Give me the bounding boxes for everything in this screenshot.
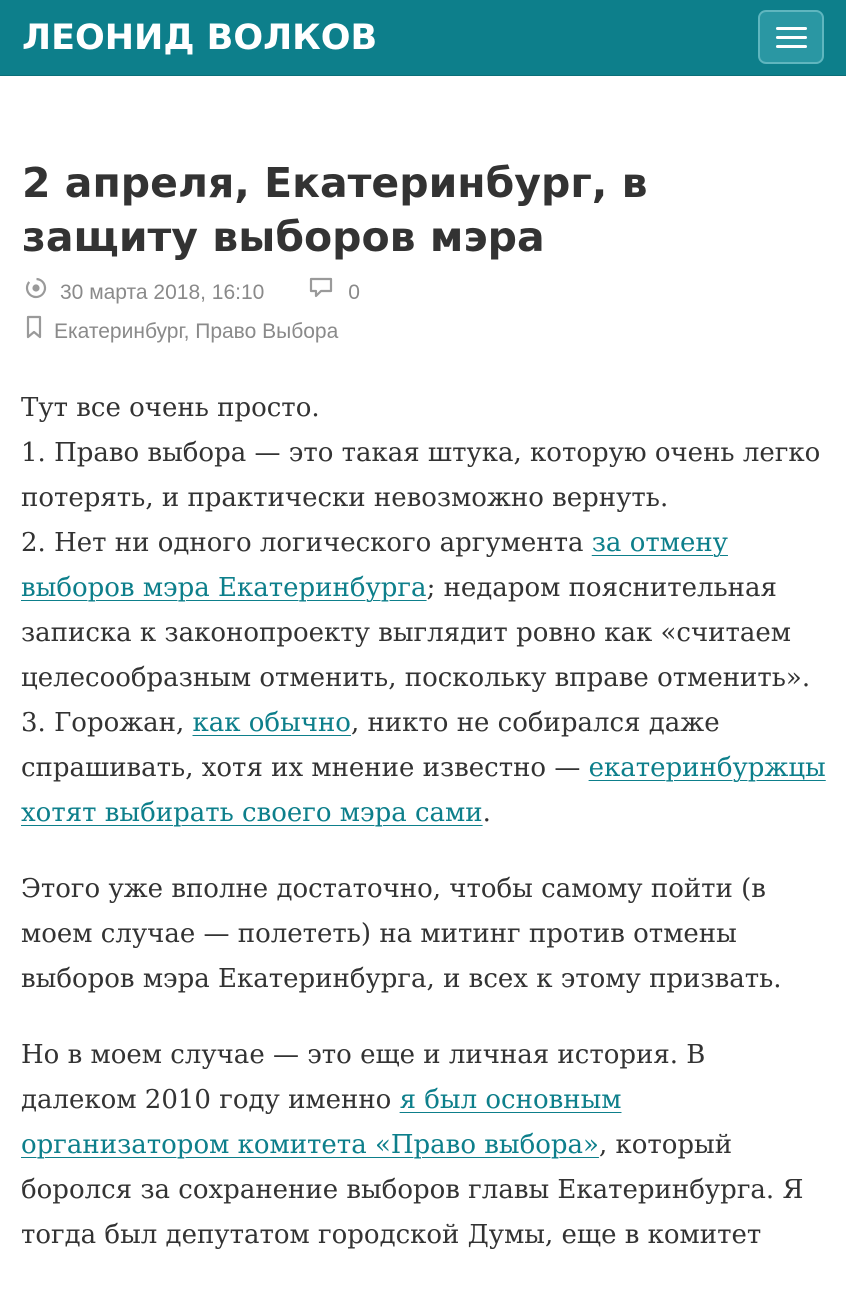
comment-icon[interactable] — [308, 277, 334, 308]
paragraph-text: Тут все очень просто. — [21, 393, 320, 423]
post-meta — [24, 276, 360, 306]
inline-link[interactable]: как обычно — [192, 708, 351, 738]
paragraph — [21, 1033, 826, 1258]
clock-icon — [24, 276, 48, 309]
inline-link[interactable]: екатеринбуржцы хотят выбирать своего мэра сами — [21, 753, 826, 828]
inline-link[interactable]: я был основным организатором комитета «Право выбора» — [21, 1085, 622, 1160]
tag-separator: , — [183, 319, 196, 343]
list-item-2-text: ; недаром пояснительная записка к законопроекту выглядит ровно как «считаем целесообразным отменить, поскольку вправе отменить». — [21, 573, 811, 693]
paragraph-text: Но в моем случае — это еще и личная история. В далеком 2010 году именно — [21, 1040, 706, 1115]
tag-link[interactable]: Право Выбора — [195, 319, 339, 343]
list-item-3-text: 3. Горожан, — [21, 708, 193, 738]
list-item-1: 1. Право выбора — это такая штука, которую очень легко потерять, и практически невозможно вернуть. — [21, 438, 821, 513]
paragraph — [21, 386, 826, 836]
site-title[interactable]: ЛЕОНИД ВОЛКОВ — [22, 18, 378, 58]
post-tags — [24, 315, 338, 345]
tag-link[interactable]: Екатеринбург — [54, 319, 184, 343]
comments-count[interactable]: 0 — [348, 280, 360, 304]
list-item-3-text: , никто не собирался даже спрашивать, хотя их мнение известно — — [21, 708, 720, 783]
post-date: 30 марта 2018, 16:10 — [60, 280, 265, 304]
list-item-2-text: 2. Нет ни одного логического аргумента — [21, 528, 592, 558]
list-item-3-text: . — [482, 798, 491, 828]
paragraph: Этого уже вполне достаточно, чтобы самому пойти (в моем случае — полететь) на митинг против отмены выборов мэра Екатеринбурга, и всех к этому призвать. — [21, 874, 782, 994]
bookmark-icon — [24, 315, 44, 348]
site-header — [0, 0, 846, 76]
menu-button[interactable] — [758, 10, 824, 64]
paragraph-text: , который боролся за сохранение выборов главы Екатеринбурга. Я тогда был депутатом городской Думы, еще в комитет — [21, 1130, 804, 1250]
inline-link[interactable]: за отмену выборов мэра Екатеринбурга — [21, 528, 728, 603]
post-title: 2 апреля, Екатеринбург, в защиту выборов мэра — [22, 159, 648, 261]
post-content — [21, 386, 826, 1289]
